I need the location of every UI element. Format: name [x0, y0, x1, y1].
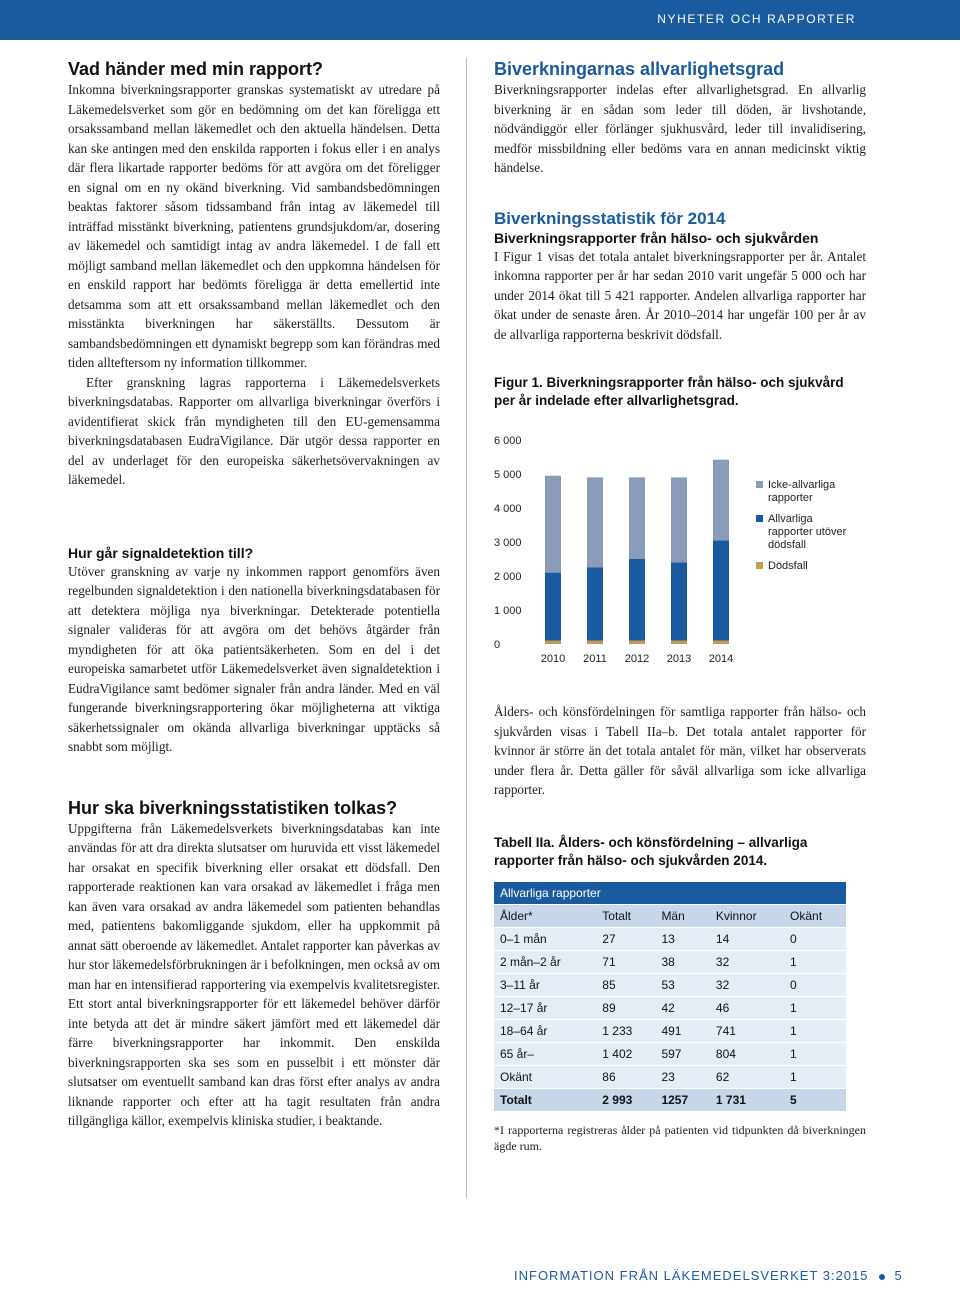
col-header: Män [655, 904, 709, 927]
bar-segment [671, 562, 687, 640]
table-header-row [494, 904, 846, 927]
table-row [494, 1065, 846, 1088]
cell: 1 [784, 996, 846, 1019]
cell: 1257 [655, 1088, 709, 1111]
cell: 1 [784, 950, 846, 973]
col-header: Kvinnor [710, 904, 784, 927]
cell: 23 [655, 1065, 709, 1088]
y-tick-label: 5 000 [494, 469, 522, 481]
y-tick-label: 0 [494, 639, 501, 651]
heading-signal-detection: Hur går signaldetektion till? [68, 544, 254, 561]
x-tick-label: 2014 [708, 653, 734, 665]
table-row [494, 1019, 846, 1042]
legend-swatch [756, 515, 763, 522]
cell: 71 [596, 950, 655, 973]
bar-segment [545, 573, 561, 641]
table-footnote: *I rapporterna registreras ålder på patienten vid tidpunkten då biverkningen ägde rum. [494, 1122, 866, 1153]
bar-segment [629, 641, 645, 644]
bar-segment [629, 477, 645, 559]
bar-segment [629, 559, 645, 641]
cell: 27 [596, 927, 655, 950]
footer-bullet [879, 1274, 885, 1280]
cell: 46 [710, 996, 784, 1019]
cell: 42 [655, 996, 709, 1019]
paragraph-severity: Biverkningsrapporter indelas efter allvarlighetsgrad. En allvarlig biverkning är en sådan som leder till döden, är livshotande, nödvändiggör eller förlänger sjukhusvård, leder till invalidisering, medför missbildning eller bedöms vara en annan medicinskt viktig händelse. [494, 82, 866, 175]
cell: 38 [655, 950, 709, 973]
table-row [494, 1042, 846, 1065]
x-tick-label: 2010 [540, 653, 566, 665]
table-total-row [494, 1088, 846, 1111]
severe-reports-table [494, 882, 846, 1112]
page-number: 5 [894, 1268, 903, 1283]
bar-segment [671, 641, 687, 644]
cell: 741 [710, 1019, 784, 1042]
cell: 597 [655, 1042, 709, 1065]
y-tick-label: 4 000 [494, 503, 522, 515]
table-row [494, 973, 846, 996]
paragraph-statistics-interpretation: Uppgifterna från Läkemedelsverkets biverkningsdatabas kan inte användas för att dra direkta slutsatser om huruvida ett visst läkemedel har orsakat en specifik biverkning eller orsakat ett dödsfall. Den rapporterade reaktionen kan vara orsakad av läkemedlet i fråga men kan även vara orsakad av andra läkemedel som patienten behandlas med, patientens bakomliggande sjukdom, eller ha uppkommit på annat sätt oberoende av läkemedlet. Antalet rapporter kan påverkas av hur stor läkemedelsförbrukningen är i befolkningen, men också av om man har en intensifierad rapportering via exempelvis kvalitetsregister. Ett stort antal biverkningsrapporter för ett läkemedel behöver därför inte betyda att det är mindre säkert jämfört med ett läkemedel där färre biverkningsrapporter har inkommit. Den enskilda biverkningsrapporten ska ses som en pusselbit i ett mönster där slutsatser om eventuellt samband kan dras först efter analys av andra liknande rapporter och efter att ha tagit resultaten från andra tillgängliga källor, exempelvis kliniska studier, i beaktande. [68, 820, 440, 1128]
cell: Okänt [494, 1065, 596, 1088]
paragraph-statistics-2014: I Figur 1 visas det totala antalet biverkningsrapporter per år. Antalet inkomna rapporter per år har sedan 2010 varit ungefär 5 000 och har under 2014 ökat till 5 421 rapporter. Andelen allvarliga rapporter har ökat under de senaste åren. År 2010–2014 har ungefär 100 per år av de allvarliga rapporterna beskrivit dödsfall. [494, 248, 866, 342]
legend-swatch [756, 562, 763, 569]
table-row [494, 950, 846, 973]
paragraph-age-gender: Ålders- och könsfördelningen för samtliga rapporter från hälso- och sjukvården visas i Tabell IIa–b. Det totala antalet rapporter för kvinnor är större än det totala antalet för män, vilket har observerats under flera år. Detta gäller för såväl allvarliga som icke allvarliga rapporter. [494, 704, 866, 797]
cell: 804 [710, 1042, 784, 1065]
col-header: Okänt [784, 904, 846, 927]
legend-label: Allvarliga rapporter utöver dödsfall [768, 513, 847, 551]
table-row [494, 996, 846, 1019]
footer-text: INFORMATION FRÅN LÄKEMEDELSVERKET 3:2015 [514, 1268, 869, 1283]
x-tick-label: 2013 [666, 653, 692, 665]
bar-segment [545, 476, 561, 573]
stacked-bar-chart [494, 418, 866, 680]
y-tick-label: 1 000 [494, 605, 522, 617]
cell: 32 [710, 973, 784, 996]
cell: 3–11 år [494, 973, 596, 996]
cell: 1 [784, 1065, 846, 1088]
col-header: Ålder* [494, 904, 596, 927]
figure-caption: Figur 1. Biverkningsrapporter från hälso- och sjukvård per år indelade efter allvarlighetsgrad. [494, 375, 844, 408]
bar-segment [671, 477, 687, 562]
page-footer [514, 1268, 903, 1283]
legend-label: Dödsfall [768, 560, 808, 572]
paragraph-report-handling: Inkomna biverkningsrapporter granskas systematiskt av utredare på Läkemedelsverket som gör en bedömning om det kan föreligga ett orsakssamband mellan läkemedlet och den aktuella händelsen. Detta kan ske antingen med den enskilda rapporten i fokus eller i en analys där flera likartade rapporter bedöms för att avgöra om det föreligger en signal om en ny okänd biverkning. Vid sambandsbedömningen beaktas faktorer såsom tidssamband från intag av läkemedel till inträffad misstänkt biverkning, patientens grundsjukdom/ar, dosering av läkemedel och samtidigt intag av andra läkemedel. I de fall ett möjligt samband mellan läkemedlet och den uppkomna händelsen för en enskild rapport har bedömts föreligga är detta emellertid inte detsamma som att ett orsakssamband mellan läkemedlet och den misstänkta biverkningen har säkerställts. Dessutom är sambandsbedömningen ett dynamiskt begrepp som kan förändras med tiden allteftersom ny information tillkommer. [68, 82, 440, 370]
cell: 53 [655, 973, 709, 996]
cell: 1 731 [710, 1088, 784, 1111]
subheading-healthcare-reports: Biverkningsrapporter från hälso- och sjukvården [494, 229, 819, 246]
cell: 1 233 [596, 1019, 655, 1042]
bar-segment [713, 641, 729, 644]
column-divider [466, 58, 467, 1198]
legend-swatch [756, 481, 763, 488]
cell: 491 [655, 1019, 709, 1042]
cell: 1 [784, 1019, 846, 1042]
cell: 0–1 mån [494, 927, 596, 950]
cell: 18–64 år [494, 1019, 596, 1042]
bar-segment [587, 641, 603, 644]
y-tick-label: 6 000 [494, 435, 522, 447]
table-row [494, 927, 846, 950]
x-tick-label: 2011 [583, 653, 607, 665]
cell: 2 mån–2 år [494, 950, 596, 973]
table-caption: Tabell IIa. Ålders- och könsfördelning – allvarliga rapporter från hälso- och sjukvården 2014. [494, 834, 808, 868]
paragraph-database: Efter granskning lagras rapporterna i Läkemedelsverkets biverkningsdatabas. Rapporter om allvarliga biverkningar överförs i avidentifierat skick från myndigheten till den EU-gemensamma biverkningsdatabasen EudraVigilance. Där utgör dessa rapporter en del av underlaget för den europeiska säkerhetsövervakningen av läkemedel. [68, 374, 440, 487]
bar-segment [713, 540, 729, 640]
section-label: NYHETER OCH RAPPORTER [657, 12, 856, 26]
section-header-bar [0, 0, 960, 40]
cell: 1 402 [596, 1042, 655, 1065]
table-title-row [494, 882, 846, 905]
cell: 5 [784, 1088, 846, 1111]
cell: 32 [710, 950, 784, 973]
cell: 1 [784, 1042, 846, 1065]
right-column [494, 58, 866, 1154]
cell: 12–17 år [494, 996, 596, 1019]
heading-severity: Biverkningarnas allvarlighetsgrad [494, 59, 785, 79]
cell: 0 [784, 973, 846, 996]
col-header: Totalt [596, 904, 655, 927]
paragraph-signal-detection: Utöver granskning av varje ny inkommen rapport genomförs även regelbunden signaldetektion i den nationella biverkningsdatabasen för att detektera möjliga nya biverkningar. Detekterade potentiella signaler valideras för att avgöra om det behövs åtgärder från myndigheten för att öka patientsäkerheten. Som en del i det europeiska samarbetet utför Läkemedelsverket även signaldetektion i EudraVigilance samt bedömer signaler från andra länder. Med en väl fungerande biverkningsrapportering ökar möjligheterna att viktiga säkerhetssignaler om okända allvarliga biverkningar upptäcks så snabbt som möjligt. [68, 563, 440, 754]
bar-segment [545, 641, 561, 644]
left-column [68, 58, 440, 1131]
cell: 86 [596, 1065, 655, 1088]
cell: 89 [596, 996, 655, 1019]
cell: 14 [710, 927, 784, 950]
bar-segment [587, 568, 603, 641]
y-tick-label: 2 000 [494, 571, 522, 583]
cell: 0 [784, 927, 846, 950]
heading-statistics-interpretation: Hur ska biverkningsstatistiken tolkas? [68, 797, 398, 818]
cell: 62 [710, 1065, 784, 1088]
cell: 13 [655, 927, 709, 950]
cell: Totalt [494, 1088, 596, 1111]
legend-label: Icke-allvarliga rapporter [768, 479, 836, 504]
x-tick-label: 2012 [624, 653, 650, 665]
table-title: Allvarliga rapporter [494, 882, 846, 905]
cell: 65 år– [494, 1042, 596, 1065]
cell: 2 993 [596, 1088, 655, 1111]
heading-statistics-2014: Biverkningsstatistik för 2014 [494, 208, 726, 228]
bar-segment [587, 477, 603, 567]
y-tick-label: 3 000 [494, 537, 522, 549]
bar-segment [713, 460, 729, 541]
heading-report-handling: Vad händer med min rapport? [68, 59, 324, 79]
cell: 85 [596, 973, 655, 996]
